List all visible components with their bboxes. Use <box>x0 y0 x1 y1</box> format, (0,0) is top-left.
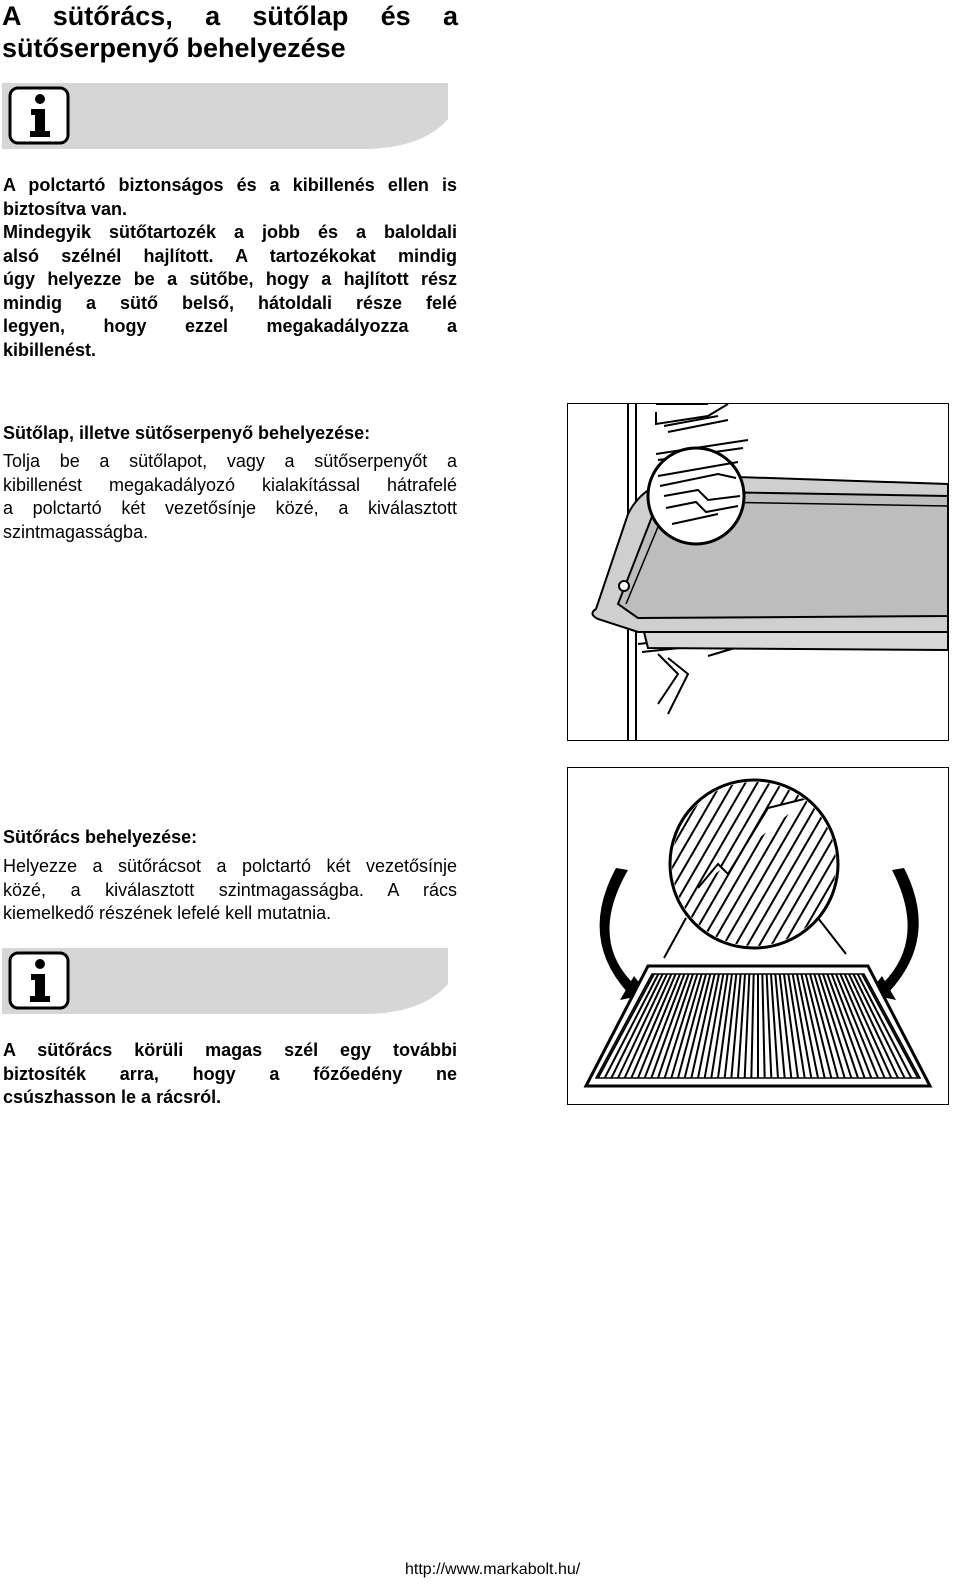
info-bar <box>2 83 450 149</box>
note-1-line: úgy helyezze be a sütőbe, hogy a hajlított rész <box>3 269 457 289</box>
section-1-text <box>3 450 457 544</box>
info-bar <box>2 948 450 1014</box>
info-icon <box>10 88 68 143</box>
note-1-line: legyen, hogy ezzel megakadályozza a <box>3 316 457 336</box>
section-2-text <box>3 855 457 926</box>
oven-grid-illustration <box>567 767 949 1105</box>
section-1-line: szintmagasságba. <box>3 521 149 542</box>
page-title-line-2: sütőserpenyő behelyezése <box>2 33 346 63</box>
section-2-line: közé, a kiválasztott szintmagasságba. A rács <box>3 879 457 900</box>
note-1-line: alsó szélnél hajlított. A tartozékokat mindig <box>3 245 457 266</box>
note-2-line: csúszhasson le a rácsról. <box>3 1087 222 1107</box>
note-1-line: kibillenést. <box>3 339 97 360</box>
section-heading-baking-tray: Sütőlap, illetve sütőserpenyő behelyezése: <box>3 423 371 443</box>
note-2-line: A sütőrács körüli magas szél egy további <box>3 1040 457 1060</box>
baking-tray-illustration <box>567 403 949 741</box>
note-1-line: Mindegyik sütőtartozék a jobb és a baloldali <box>3 222 457 242</box>
note-1-line: mindig a sütő belső, hátoldali része felé <box>3 292 457 313</box>
section-heading-grid: Sütőrács behelyezése: <box>3 827 198 847</box>
note-1-line: A polctartó biztonságos és a kibillenés ellen is <box>3 175 457 195</box>
section-2-line: Helyezze a sütőrácsot a polctartó két vezetősínje <box>3 856 457 876</box>
note-1-line: biztosítva van. <box>3 198 128 219</box>
section-2-line: kiemelkedő részének lefelé kell mutatnia. <box>3 903 332 923</box>
page-title <box>2 0 458 64</box>
section-1-line: kibillenést megakadályozó kialakítással hátrafelé <box>3 474 457 495</box>
note-2-text <box>3 1039 457 1110</box>
section-1-line: Tolja be a sütőlapot, vagy a sütőserpenyőt a <box>3 451 457 471</box>
note-1-text <box>3 174 457 362</box>
section-1-line: a polctartó két vezetősínje közé, a kiválasztott <box>3 498 457 518</box>
note-2-line: biztosíték arra, hogy a főzőedény ne <box>3 1063 457 1084</box>
page-title-line-1: A sütőrács, a sütőlap és a <box>2 1 458 31</box>
footer-url[interactable]: http://www.markabolt.hu/ <box>405 1561 581 1578</box>
info-icon <box>10 953 68 1008</box>
